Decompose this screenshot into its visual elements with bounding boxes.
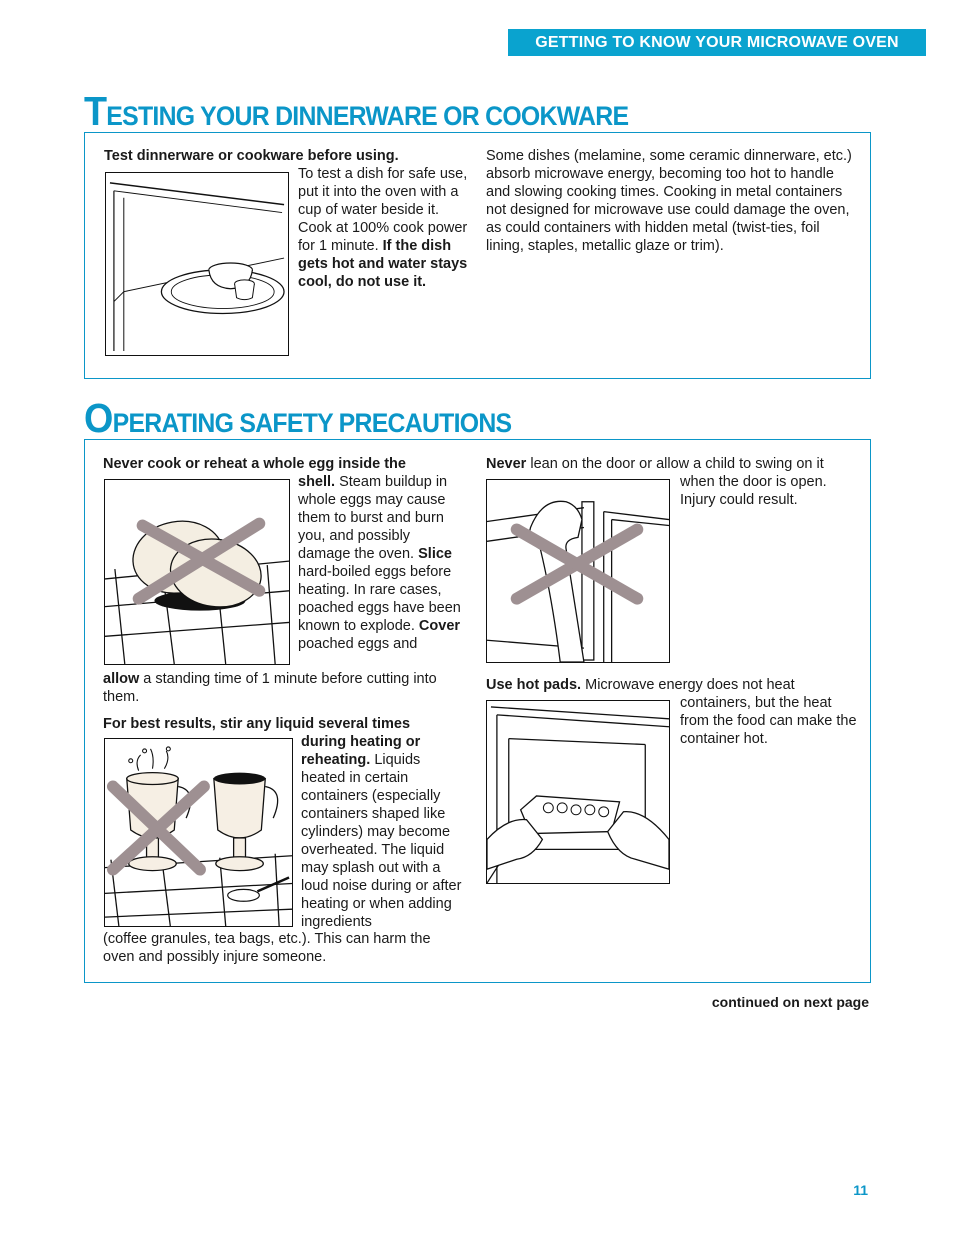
egg-heading: Never cook or reheat a whole egg inside the bbox=[103, 456, 406, 472]
egg-body-end: allow a standing time of 1 minute before cutting into them. bbox=[103, 671, 437, 705]
page-number: 11 bbox=[853, 1182, 868, 1198]
section-header-banner: GETTING TO KNOW YOUR MICROWAVE OVEN bbox=[508, 29, 926, 56]
section-title-safety: OPERATING SAFETY PRECAUTIONS bbox=[84, 395, 512, 441]
door-lean-illustration bbox=[486, 479, 670, 663]
pads-body: containers, but the heat from the food can make the container hot. bbox=[680, 695, 857, 747]
door-body: when the door is open. Injury could result. bbox=[680, 474, 827, 508]
oven-dish-illustration bbox=[105, 172, 289, 356]
testing-warning: If the dish gets hot and water stays cool, do not use it. bbox=[298, 238, 468, 290]
testing-right-text: Some dishes (melamine, some ceramic dinnerware, etc.) absorb microwave energy, becoming too hot to handle and slowing cooking times. Cooking in metal containers not designed for microwave use could damage the oven, as could containers with hidden metal (twist-ties, foil lining, staples, metallic glaze or trim). bbox=[486, 148, 852, 254]
egg-illustration bbox=[104, 479, 290, 665]
door-heading: Never lean on the door or allow a child to swing on it bbox=[486, 456, 824, 472]
liquid-cups-illustration bbox=[104, 738, 293, 927]
stir-body-end: (coffee granules, tea bags, etc.). This can harm the oven and possibly injure someone. bbox=[103, 931, 431, 965]
testing-body: To test a dish for safe use, put it into the oven with a cup of water beside it. Cook at 100% cook power for 1 minute. If the dish gets hot and water stays cool, do not use it. bbox=[298, 166, 468, 290]
egg-body: shell. Steam buildup in whole eggs may cause them to burst and burn you, and possibly damage the oven. Slice hard-boiled eggs before heating. In rare cases, poached eggs have been known to explode. Cover poached eggs and bbox=[298, 474, 461, 652]
pads-heading: Use hot pads. Microwave energy does not heat bbox=[486, 677, 795, 693]
hot-pads-illustration bbox=[486, 700, 670, 884]
stir-body: during heating or reheating. Liquids heated in certain containers (especially containers shaped like cylinders) may become overheated. The liquid may splash out with a loud noise during or after heating or when adding ingredients bbox=[301, 734, 462, 930]
continued-note: continued on next page bbox=[711, 994, 869, 1010]
section-title-testing: TESTING YOUR DINNERWARE OR COOKWARE bbox=[84, 88, 629, 134]
stir-heading: For best results, stir any liquid several times bbox=[103, 716, 411, 732]
testing-heading: Test dinnerware or cookware before using. bbox=[104, 148, 399, 164]
